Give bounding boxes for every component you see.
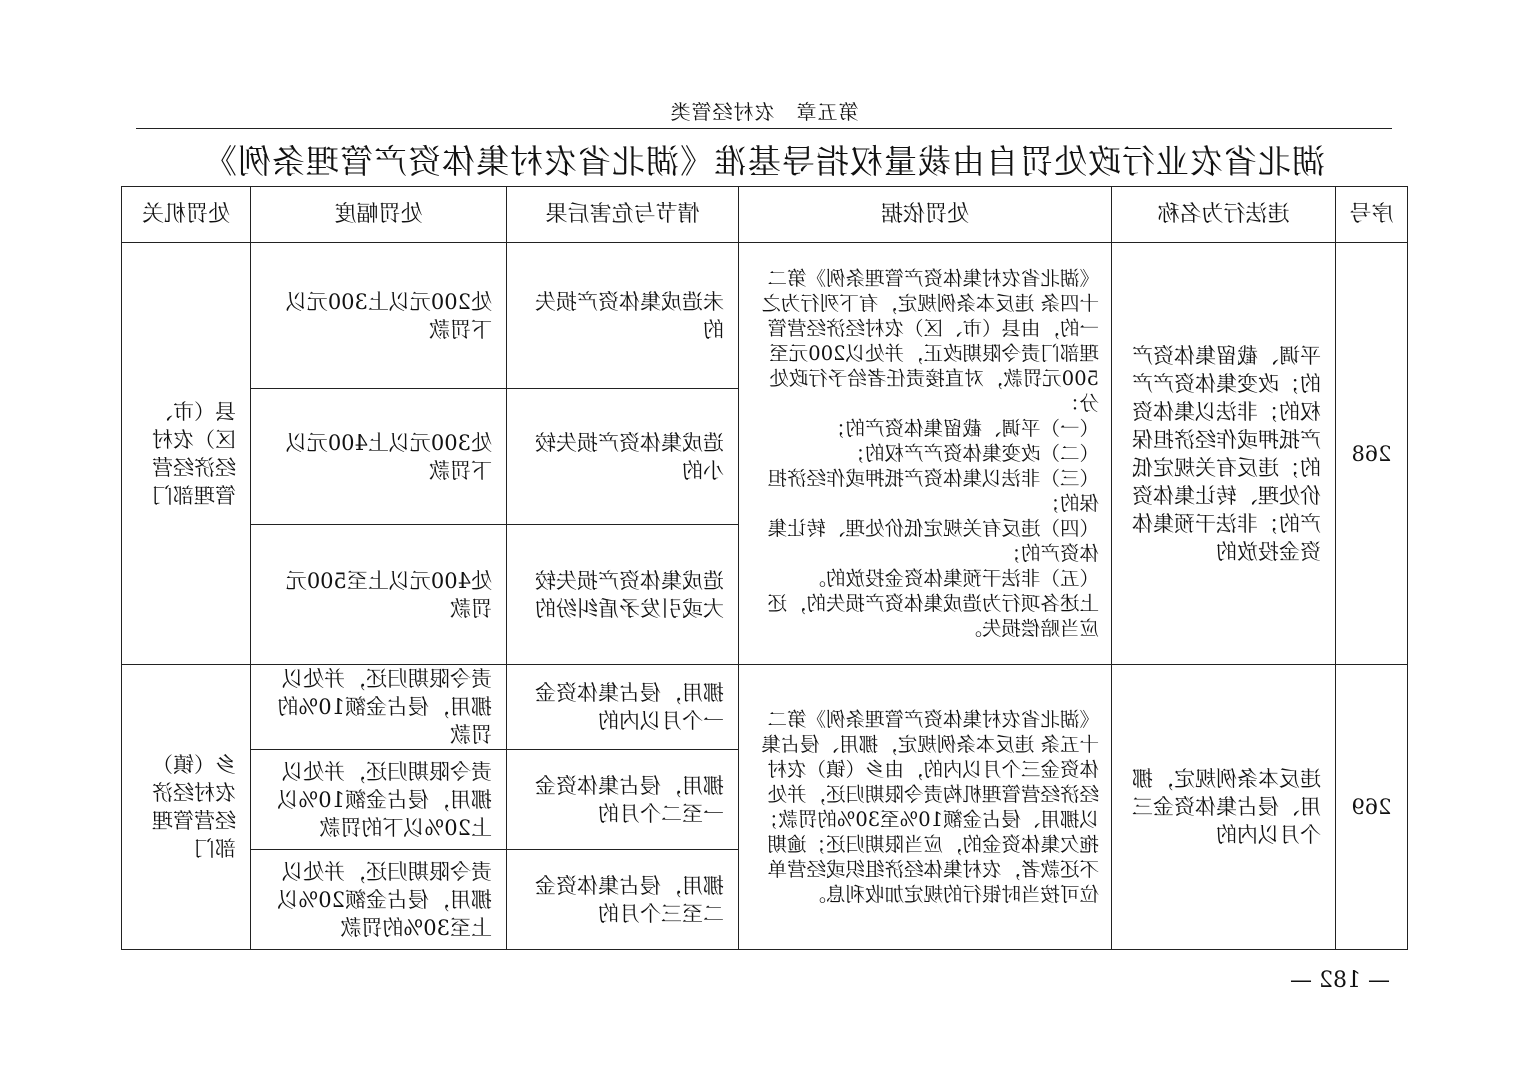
range-cell: 处300元以上400元以下罚款: [251, 389, 507, 525]
header-rule: [136, 128, 1392, 129]
authority-cell: 县（市、区）农村经济经营管理部门: [122, 243, 251, 665]
seq-cell: 269: [1336, 665, 1408, 950]
running-head: 第五章 农村经管类: [669, 100, 859, 124]
circumstance-cell: 挪用，侵占集体资金二至三个月的: [507, 850, 739, 950]
range-cell: 处200元以上300元以下罚款: [251, 243, 507, 389]
circumstance-cell: 未造成集体资产损失的: [507, 243, 739, 389]
range-cell: 处400元以上至500元罚款: [251, 525, 507, 665]
circumstance-cell: 挪用，侵占集体资金一至二个月的: [507, 750, 739, 850]
page-number: — 182 —: [1290, 968, 1390, 993]
range-cell: 责令限期归还，并处以挪用，侵占金额10%的罚款: [251, 665, 507, 750]
circumstance-cell: 造成集体资产损失较大或引发矛盾纠纷的: [507, 525, 739, 665]
range-cell: 责令限期归还，并处以挪用，侵占金额20%以上至30%的罚款: [251, 850, 507, 950]
header-range: 处罚幅度: [251, 187, 507, 243]
header-basis: 处罚依据: [739, 187, 1112, 243]
basis-cell: 《湖北省农村集体资产管理条例》第二十五条 违反本条例规定，挪用、侵占集体资金三个月以内的，由乡（镇）农村经济经营管理机构责令限期归还，并处以挪用、侵占金额10%至30%的罚款；拖欠集体资金的，应当限期归还；逾期不还款者，农村集体经济组织或经营单位可按当时银行的规定加收利息。: [739, 665, 1112, 950]
authority-cell: 乡（镇）农村经济经营管理部门: [122, 665, 251, 950]
header-authority: 处罚机关: [122, 187, 251, 243]
header-seq: 序号: [1336, 187, 1408, 243]
range-cell: 责令限期归还，并处以挪用，侵占金额10%以上20%以下的罚款: [251, 750, 507, 850]
table-row: [122, 665, 1408, 750]
table-row: [122, 243, 1408, 389]
violation-name-cell: 违反本条例规定，挪用、侵占集体资金三个月以内的: [1112, 665, 1336, 950]
document-title: 湖北省农业行政处罚自由裁量权指导基准《湖北省农村集体资产管理条例》: [203, 142, 1325, 181]
header-circumstance: 情节与危害后果: [507, 187, 739, 243]
table-header-row: [122, 187, 1408, 243]
basis-cell: 《湖北省农村集体资产管理条例》第二十四条 违反本条例规定，有下列行为之一的，由县（市、区）农村经济经营管理部门责令限期改正，并处以200元至500元罚款，对直接责任者给予行政处分： （一）平调、截留集体资产的； （二）改变集体资产产权的； （三）非法以集体资产抵押或作经济担保的； （四）违反有关规定低价处理、转让集体资产的； （五）非法干预集体资金投放的。 上述各项行为造成集体资产损失的，还应当赔偿损失。: [739, 243, 1112, 665]
penalty-table: [121, 186, 1408, 950]
seq-cell: 268: [1336, 243, 1408, 665]
header-name: 违法行为名称: [1112, 187, 1336, 243]
circumstance-cell: 造成集体资产损失较小的: [507, 389, 739, 525]
violation-name-cell: 平调、截留集体资产的；改变集体资产产权的；非法以集体资产抵押或作经济担保的；违反有关规定低价处理、转让集体资产的；非法干预集体资金投放的: [1112, 243, 1336, 665]
circumstance-cell: 挪用，侵占集体资金一个月以内的: [507, 665, 739, 750]
